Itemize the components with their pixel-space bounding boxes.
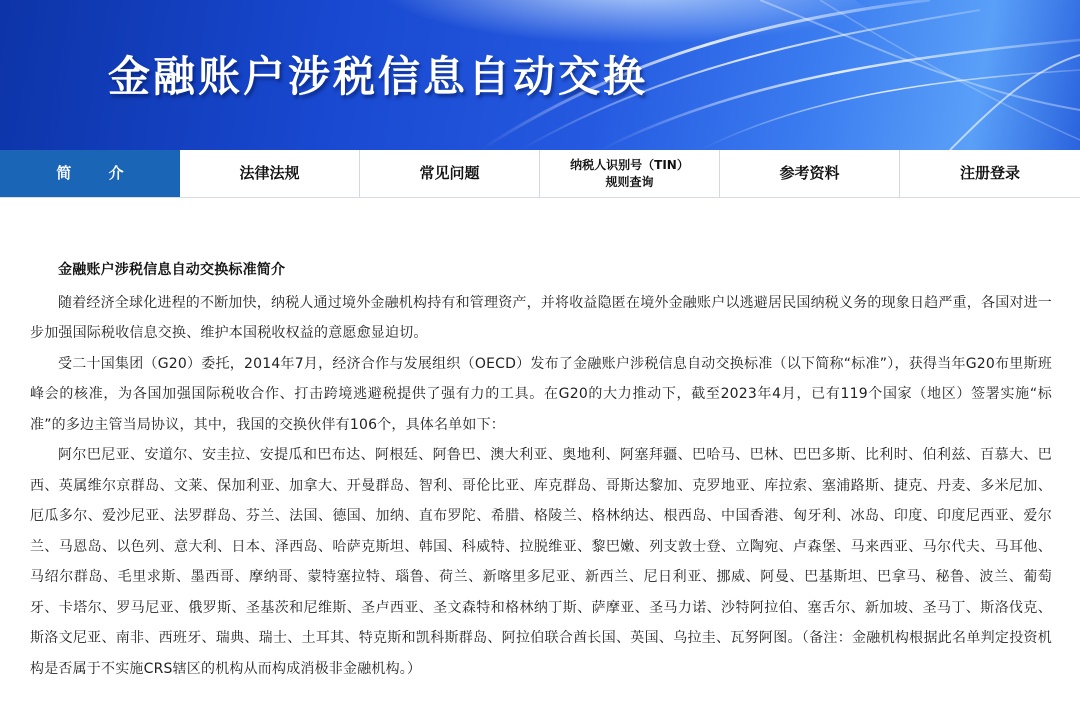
- nav-tab-references[interactable]: 参考资料: [720, 150, 900, 197]
- article-paragraph-2: 受二十国集团（G20）委托，2014年7月，经济合作与发展组织（OECD）发布了金融账户涉税信息自动交换标准（以下简称“标准”），获得当年G20布里斯班峰会的核准，为各国加强国际税收合作、打击跨境逃避税提供了强有力的工具。在G20的大力推动下，截至2023年4月，已有119个国家（地区）签署实施“标准”的多边主管当局协议，其中，我国的交换伙伴有106个，具体名单如下：: [30, 355, 1052, 433]
- article-paragraph-1: 随着经济全球化进程的不断加快，纳税人通过境外金融机构持有和管理资产，并将收益隐匿在境外金融账户以逃避居民国纳税义务的现象日趋严重，各国对进一步加强国际税收信息交换、维护本国税收权益的意愿愈显迫切。: [30, 294, 1052, 341]
- article-paragraph-partners: 阿尔巴尼亚、安道尔、安圭拉、安提瓜和巴布达、阿根廷、阿鲁巴、澳大利亚、奥地利、阿塞拜疆、巴哈马、巴林、巴巴多斯、比利时、伯利兹、百慕大、巴西、英属维尔京群岛、文莱、保加利亚、加拿大、开曼群岛、智利、哥伦比亚、库克群岛、哥斯达黎加、克罗地亚、库拉索、塞浦路斯、捷克、丹麦、多米尼加、厄瓜多尔、爱沙尼亚、法罗群岛、芬兰、法国、德国、加纳、直布罗陀、希腊、格陵兰、格林纳达、根西岛、中国香港、匈牙利、冰岛、印度、印度尼西亚、爱尔兰、马恩岛、以色列、意大利、日本、泽西岛、哈萨克斯坦、韩国、科威特、拉脱维亚、黎巴嫩、列支敦士登、立陶宛、卢森堡、马来西亚、马尔代夫、马耳他、马绍尔群岛、毛里求斯、墨西哥、摩纳哥、蒙特塞拉特、瑙鲁、荷兰、新喀里多尼亚、新西兰、尼日利亚、挪威、阿曼、巴基斯坦、巴拿马、秘鲁、波兰、葡萄牙、卡塔尔、罗马尼亚、俄罗斯、圣基茨和尼维斯、圣卢西亚、圣文森特和格林纳丁斯、萨摩亚、圣马力诺、沙特阿拉伯、塞舌尔、新加坡、圣马丁、斯洛伐克、斯洛文尼亚、南非、西班牙、瑞典、瑞士、土耳其、特克斯和凯科斯群岛、阿拉伯联合酋长国、英国、乌拉圭、瓦努阿图。（备注：金融机构根据此名单判定投资机构是否属于不实施CRS辖区的机构从而构成消极非金融机构。）: [30, 447, 1052, 677]
- nav-tab-tin-line1: 纳税人识别号（TIN）: [570, 157, 689, 172]
- main-nav: [0, 150, 1080, 198]
- nav-tab-tin-lookup[interactable]: [540, 150, 720, 197]
- nav-tab-laws[interactable]: 法律法规: [180, 150, 360, 197]
- site-title: 金融账户涉税信息自动交换: [108, 52, 649, 101]
- nav-tab-register-login[interactable]: 注册登录: [959, 164, 1020, 182]
- header-banner: [0, 0, 1080, 150]
- intro-article: [30, 255, 1052, 684]
- nav-tab-tin-line2: 规则查询: [605, 174, 654, 189]
- nav-tab-intro[interactable]: 简 介: [0, 150, 180, 197]
- nav-tab-faq[interactable]: 常见问题: [360, 150, 540, 197]
- article-heading: 金融账户涉税信息自动交换标准简介: [58, 262, 286, 278]
